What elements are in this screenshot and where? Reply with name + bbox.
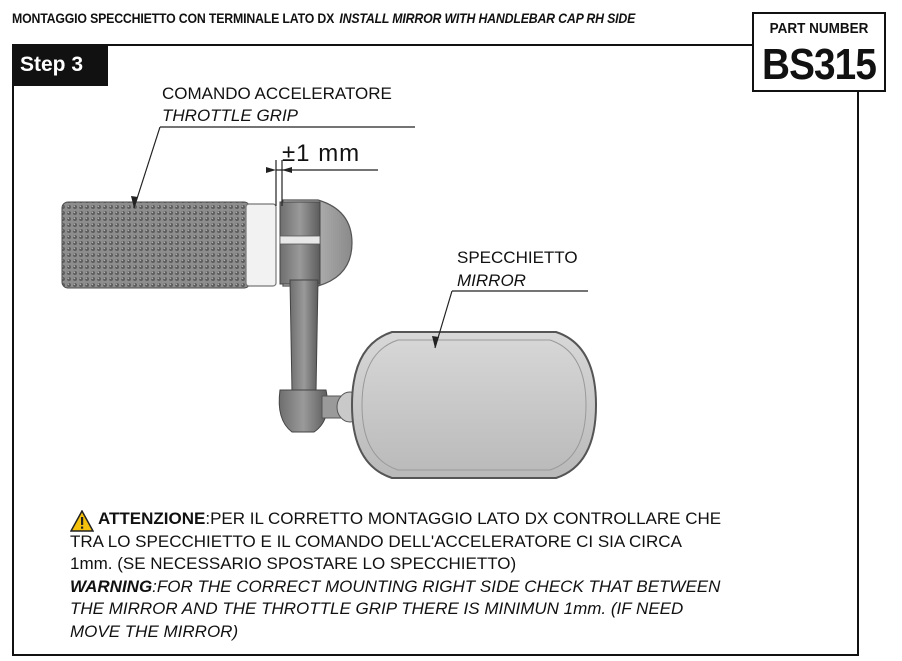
mirror-label-en: MIRROR (457, 271, 526, 290)
header-title-it: MONTAGGIO SPECCHIETTO CON TERMINALE LATO DX (12, 10, 335, 26)
step-badge: Step 3 (12, 44, 108, 86)
note-it-line3: 1mm. (SE NECESSARIO SPOSTARE LO SPECCHIETTO) (70, 554, 517, 573)
mirror-label-it: SPECCHIETTO (457, 248, 578, 267)
part-number-label: PART NUMBER (769, 20, 869, 37)
mirror-arm (279, 280, 363, 432)
note-en-line2: THE MIRROR AND THE THROTTLE GRIP THERE IS MINIMUN 1mm. (IF NEED (70, 599, 684, 618)
part-number-value: BS315 (761, 40, 876, 89)
note-en-heading: WARNING (70, 576, 153, 596)
throttle-label-it: COMANDO ACCELERATORE (162, 84, 392, 103)
note-it-line2: TRA LO SPECCHIETTO E IL COMANDO DELL'ACCELERATORE CI SIA CIRCA (70, 531, 682, 551)
handlebar-cap (280, 200, 352, 286)
note-it-text1: :PER IL CORRETTO MONTAGGIO LATO DX CONTROLLARE CHE (205, 509, 722, 528)
dimension-label: ±1 mm (282, 140, 361, 167)
header-title-en: INSTALL MIRROR WITH HANDLEBAR CAP RH SIDE (339, 10, 636, 26)
throttle-grip (62, 202, 276, 288)
note-en-line1 (70, 576, 810, 599)
throttle-label-en: THROTTLE GRIP (162, 106, 299, 125)
mirror-head (352, 332, 596, 478)
note-en-text1: :FOR THE CORRECT MOUNTING RIGHT SIDE CHECK THAT BETWEEN (152, 576, 721, 596)
note-en-line3: MOVE THE MIRROR) (70, 621, 239, 641)
warning-notes (70, 508, 810, 643)
note-it-line1 (70, 508, 810, 531)
note-it-heading: ATTENZIONE (98, 509, 206, 528)
